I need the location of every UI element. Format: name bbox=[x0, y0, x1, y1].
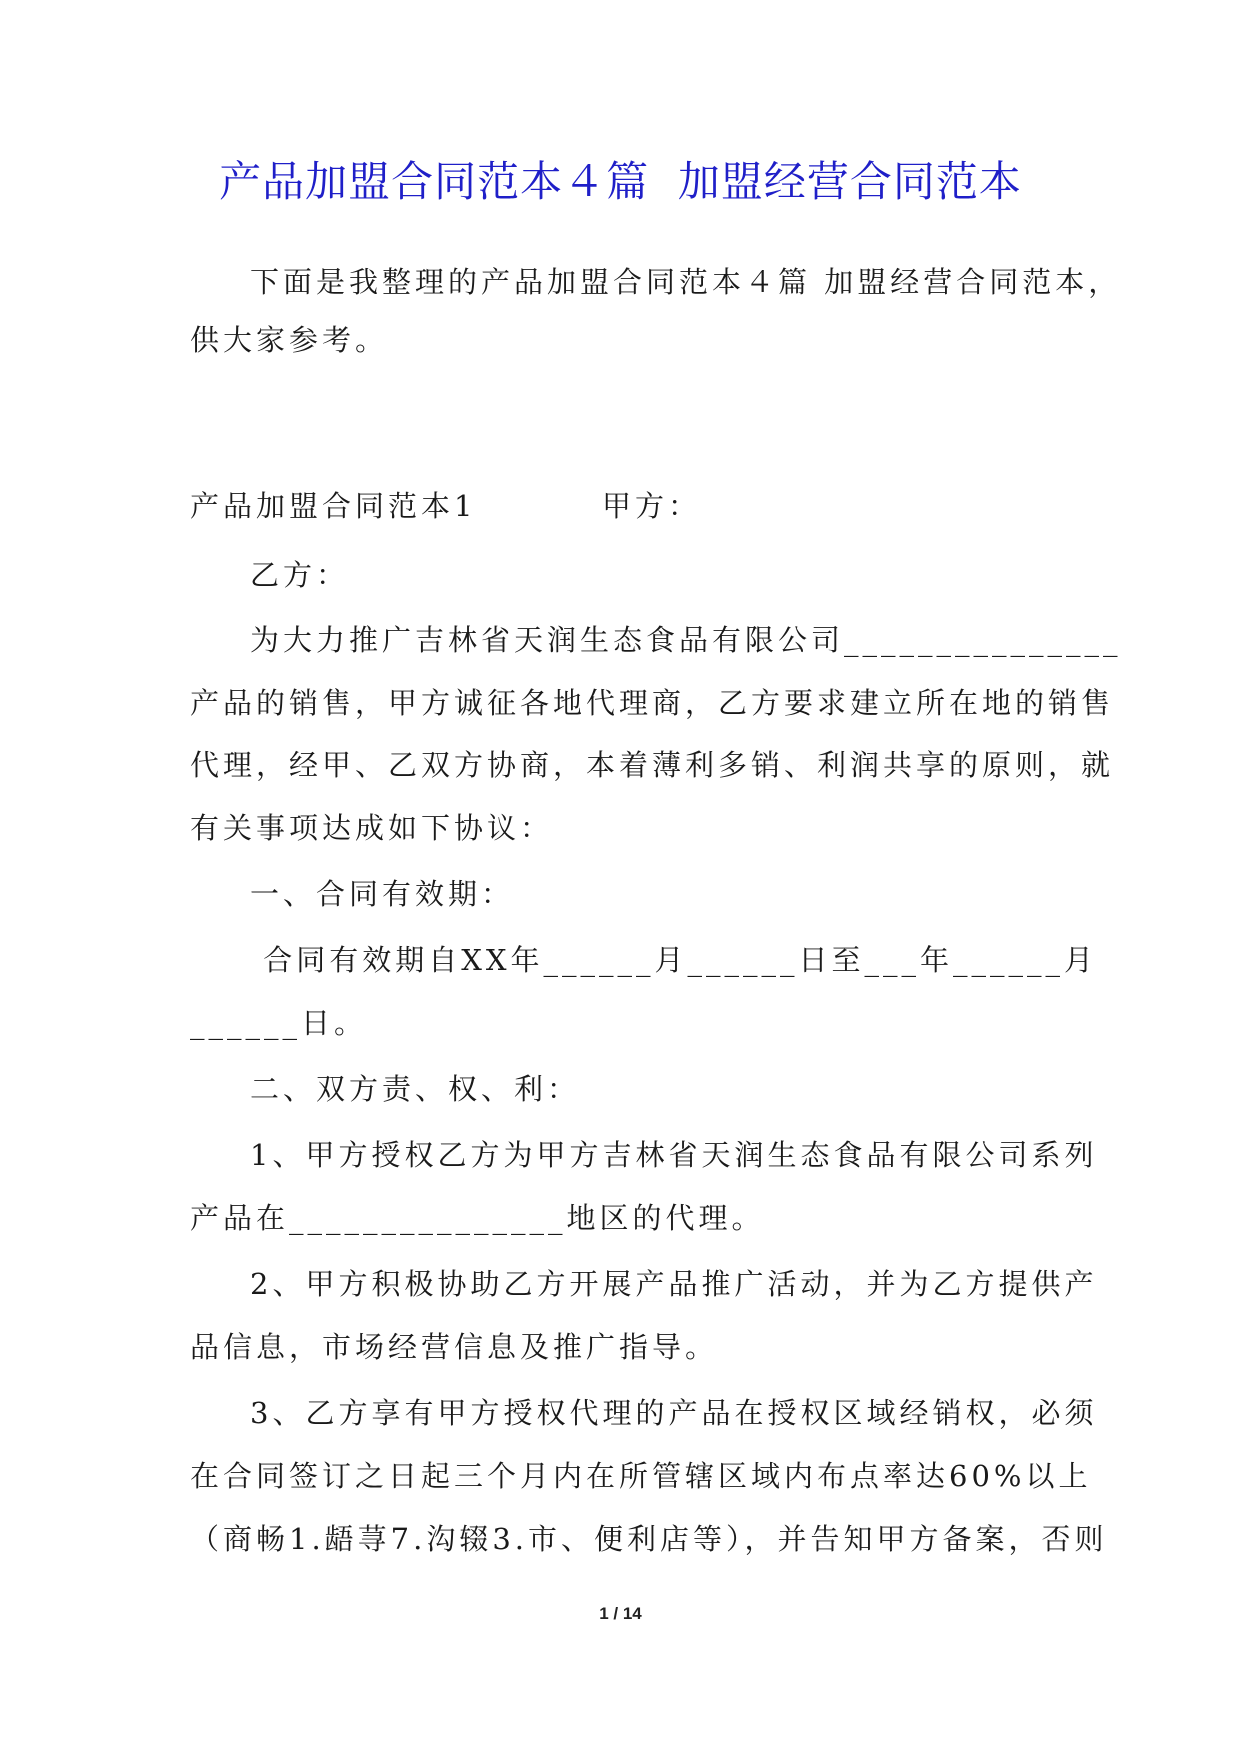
body-line: ______日。 bbox=[190, 1006, 368, 1040]
clause-heading: 二、双方责、权、利： bbox=[250, 1072, 581, 1106]
body-line: 产品的销售，甲方诚征各地代理商，乙方要求建立所在地的销售 bbox=[190, 686, 1115, 720]
body-line: （商畅1.龉荨7.沟辍3.市、便利店等），并告知甲方备案，否则 bbox=[190, 1522, 1108, 1556]
intro-line-1: 下面是我整理的产品加盟合同范本４篇 加盟经营合同范本， bbox=[250, 265, 1122, 299]
party-b-label: 乙方： bbox=[250, 558, 350, 592]
body-line: 代理，经甲、乙双方协商，本着薄利多销、利润共享的原则，就 bbox=[190, 748, 1115, 782]
body-line: 为大力推广吉林省天润生态食品有限公司_______________ bbox=[250, 623, 1122, 657]
clause-heading: 一、合同有效期： bbox=[250, 877, 515, 911]
body-line: 在合同签订之日起三个月内在所管辖区域内布点率达60%以上 bbox=[190, 1459, 1092, 1493]
body-line: 1、甲方授权乙方为甲方吉林省天润生态食品有限公司系列 bbox=[250, 1138, 1098, 1172]
body-line: 合同有效期自XX年______月______日至___年______月 bbox=[250, 943, 1098, 977]
section-heading-contract-1: 产品加盟合同范本1 bbox=[190, 489, 477, 523]
intro-line-2: 供大家参考。 bbox=[190, 323, 389, 357]
document-title: 产品加盟合同范本４篇 加盟经营合同范本 bbox=[219, 157, 1022, 206]
page-indicator: 1 / 14 bbox=[599, 1604, 642, 1623]
body-line: 有关事项达成如下协议： bbox=[190, 811, 554, 845]
body-line: 2、甲方积极协助乙方开展产品推广活动，并为乙方提供产 bbox=[250, 1267, 1098, 1301]
body-line: 产品在_______________地区的代理。 bbox=[190, 1201, 765, 1235]
body-line: 3、乙方享有甲方授权代理的产品在授权区域经销权，必须 bbox=[250, 1396, 1098, 1430]
party-a-label: 甲方： bbox=[602, 489, 702, 523]
body-line: 品信息，市场经营信息及推广指导。 bbox=[190, 1330, 719, 1364]
